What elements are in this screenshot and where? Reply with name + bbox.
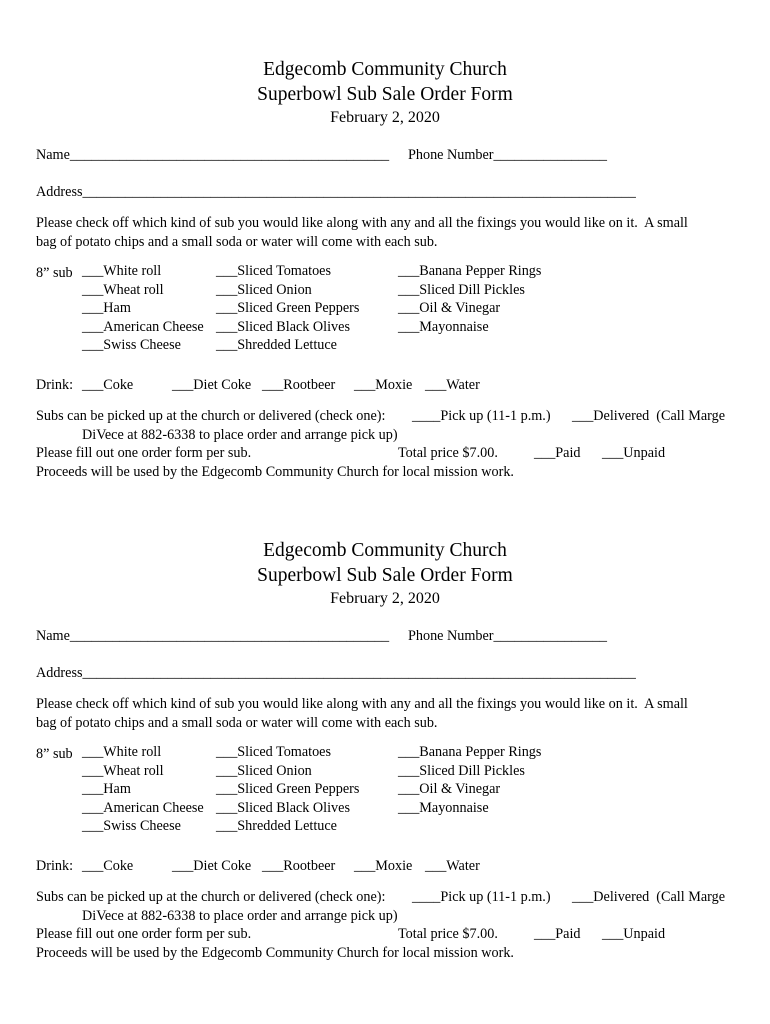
order-form	[0, 0, 770, 481]
form-date: February 2, 2020	[330, 590, 440, 607]
instructions-line-1: Please check off which kind of sub you would like along with any and all the fixings you would like on it. A small	[36, 215, 688, 231]
bread-option[interactable]: ___Swiss Cheese	[82, 818, 181, 835]
total-price: Total price $7.00.	[398, 926, 498, 942]
bread-option[interactable]: ___White roll	[82, 263, 162, 279]
church-name: Edgecomb Community Church	[263, 59, 507, 80]
pickup-option[interactable]: ____Pick up (11-1 p.m.)	[412, 889, 551, 905]
fixing-option[interactable]: ___Banana Pepper Rings	[398, 744, 542, 760]
delivered-option[interactable]: ___Delivered (Call Marge	[572, 889, 725, 905]
bread-option[interactable]: ___Ham	[82, 781, 131, 798]
drink-option-moxie[interactable]: ___Moxie	[354, 858, 413, 874]
paid-option[interactable]: ___Paid	[534, 445, 581, 461]
total-price: Total price $7.00.	[398, 445, 498, 461]
bread-option[interactable]: ___Ham	[82, 300, 131, 317]
pickup-instructions: Subs can be picked up at the church or delivered (check one):	[36, 408, 386, 424]
drink-label: Drink:	[36, 858, 74, 874]
paid-option[interactable]: ___Paid	[534, 926, 581, 942]
proceeds-note: Proceeds will be used by the Edgecomb Community Church for local mission work.	[36, 945, 514, 961]
instructions-line-1: Please check off which kind of sub you would like along with any and all the fixings you would like on it. A small	[36, 696, 688, 712]
phone-field[interactable]: Phone Number________________	[408, 147, 608, 163]
drink-label: Drink:	[36, 377, 74, 393]
fixing-option[interactable]: ___Sliced Dill Pickles	[398, 281, 525, 298]
address-field[interactable]: Address______________________________________________________________________________	[36, 184, 636, 200]
bread-options	[82, 743, 204, 836]
drink-option-coke[interactable]: ___Coke	[82, 377, 134, 393]
instructions-line-2: bag of potato chips and a small soda or water will come with each sub.	[36, 715, 438, 731]
fixing-option[interactable]: ___Sliced Onion	[216, 762, 312, 779]
bread-option[interactable]: ___American Cheese	[82, 318, 204, 335]
drink-option-coke[interactable]: ___Coke	[82, 858, 134, 874]
drink-option-rootbeer[interactable]: ___Rootbeer	[262, 858, 336, 874]
fixing-option[interactable]: ___Shredded Lettuce	[216, 337, 337, 354]
delivered-option[interactable]: ___Delivered (Call Marge	[572, 408, 725, 424]
fill-out-note: Please fill out one order form per sub.	[36, 445, 252, 461]
delivery-contact: DiVece at 882-6338 to place order and arrange pick up)	[82, 908, 398, 924]
bread-option[interactable]: ___Wheat roll	[82, 762, 164, 779]
fixing-option[interactable]: ___Sliced Green Peppers	[216, 300, 360, 317]
bread-option[interactable]: ___White roll	[82, 744, 162, 760]
drink-option-diet-coke[interactable]: ___Diet Coke	[172, 377, 252, 393]
fixing-option[interactable]: ___Shredded Lettuce	[216, 818, 337, 835]
fixing-options-b	[398, 262, 541, 336]
drink-option-moxie[interactable]: ___Moxie	[354, 377, 413, 393]
fixing-option[interactable]: ___Mayonnaise	[398, 318, 489, 335]
form-title: Superbowl Sub Sale Order Form	[257, 84, 513, 105]
fill-out-note: Please fill out one order form per sub.	[36, 926, 252, 942]
fixing-option[interactable]: ___Oil & Vinegar	[398, 781, 501, 798]
bread-option[interactable]: ___Swiss Cheese	[82, 337, 181, 354]
fixing-option[interactable]: ___Sliced Black Olives	[216, 318, 350, 335]
fixing-option[interactable]: ___Banana Pepper Rings	[398, 263, 542, 279]
fixing-option[interactable]: ___Mayonnaise	[398, 799, 489, 816]
bread-option[interactable]: ___Wheat roll	[82, 281, 164, 298]
delivery-contact: DiVece at 882-6338 to place order and arrange pick up)	[82, 427, 398, 443]
address-field[interactable]: Address______________________________________________________________________________	[36, 665, 636, 681]
proceeds-note: Proceeds will be used by the Edgecomb Community Church for local mission work.	[36, 464, 514, 480]
sub-size-label: 8” sub	[36, 746, 73, 762]
drink-option-rootbeer[interactable]: ___Rootbeer	[262, 377, 336, 393]
form-title: Superbowl Sub Sale Order Form	[257, 565, 513, 586]
name-field[interactable]: Name_____________________________________________	[36, 628, 390, 644]
pickup-instructions: Subs can be picked up at the church or delivered (check one):	[36, 889, 386, 905]
fixing-option[interactable]: ___Sliced Onion	[216, 281, 312, 298]
fixing-option[interactable]: ___Sliced Black Olives	[216, 799, 350, 816]
fixing-option[interactable]: ___Sliced Green Peppers	[216, 781, 360, 798]
sub-size-label: 8” sub	[36, 265, 73, 281]
church-name: Edgecomb Community Church	[263, 540, 507, 561]
unpaid-option[interactable]: ___Unpaid	[602, 445, 666, 461]
fixing-option[interactable]: ___Sliced Tomatoes	[216, 263, 331, 279]
phone-field[interactable]: Phone Number________________	[408, 628, 608, 644]
fixing-options-a	[216, 743, 359, 836]
order-form	[0, 481, 770, 962]
fixing-option[interactable]: ___Oil & Vinegar	[398, 300, 501, 317]
name-field[interactable]: Name_____________________________________________	[36, 147, 390, 163]
bread-options	[82, 262, 204, 355]
fixing-options-a	[216, 262, 359, 355]
bread-option[interactable]: ___American Cheese	[82, 799, 204, 816]
unpaid-option[interactable]: ___Unpaid	[602, 926, 666, 942]
drink-option-water[interactable]: ___Water	[425, 858, 480, 874]
pickup-option[interactable]: ____Pick up (11-1 p.m.)	[412, 408, 551, 424]
drink-option-diet-coke[interactable]: ___Diet Coke	[172, 858, 252, 874]
form-date: February 2, 2020	[330, 109, 440, 126]
fixing-option[interactable]: ___Sliced Tomatoes	[216, 744, 331, 760]
fixing-options-b	[398, 743, 541, 817]
drink-option-water[interactable]: ___Water	[425, 377, 480, 393]
instructions-line-2: bag of potato chips and a small soda or water will come with each sub.	[36, 234, 438, 250]
fixing-option[interactable]: ___Sliced Dill Pickles	[398, 762, 525, 779]
